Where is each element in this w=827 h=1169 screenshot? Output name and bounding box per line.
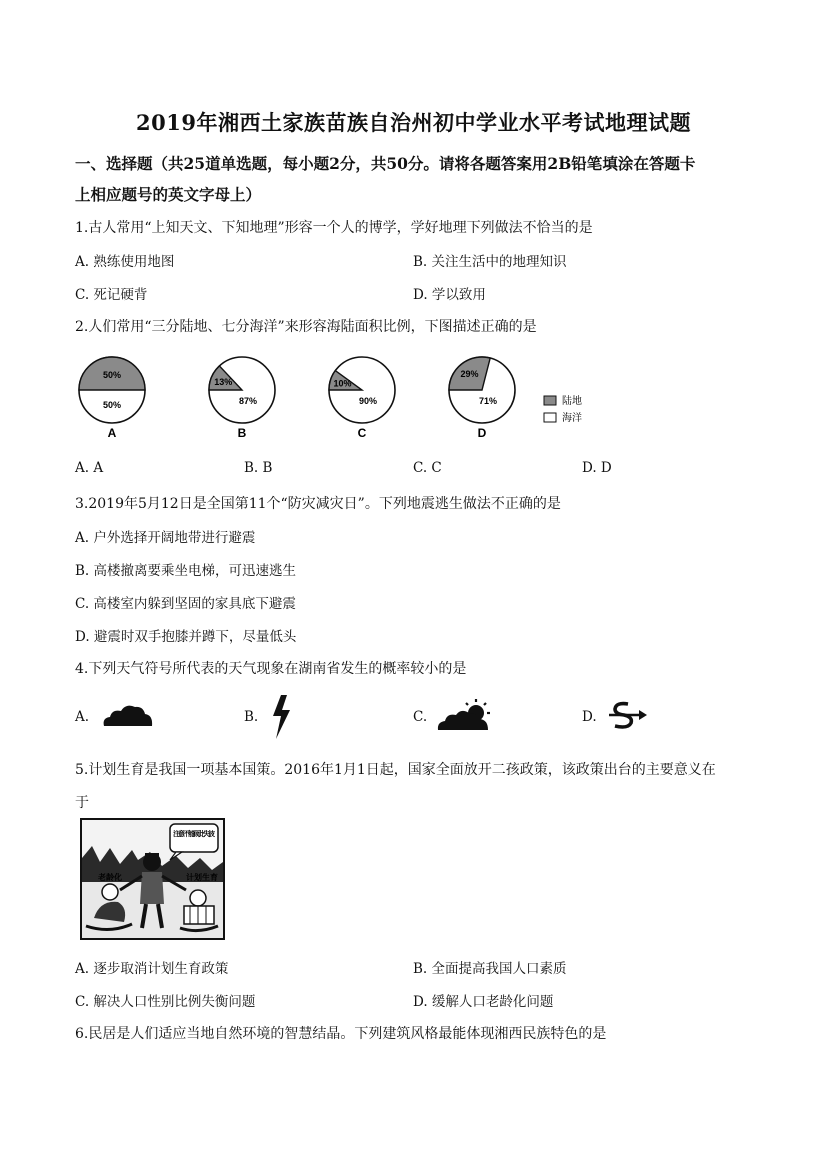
aging-family-planning-cartoon xyxy=(80,818,225,940)
pie-ocean-label: 87% xyxy=(238,396,258,406)
q5-stem-line2: 于 xyxy=(75,795,89,811)
pie-letter: D xyxy=(477,426,487,440)
q1-stem: 1.古人常用“上知天文、下知地理”形容一个人的博学，学好地理下列做法不恰当的是 xyxy=(75,220,593,236)
legend-land: 陆地 xyxy=(562,396,582,407)
q1-option-a: A. 熟练使用地图 xyxy=(75,254,175,270)
sandstorm-icon xyxy=(606,700,648,732)
pie-land-label: 13% xyxy=(214,376,233,387)
pie-b xyxy=(209,357,275,440)
pie-letter: C xyxy=(357,426,367,440)
cartoon-right-label: 计划生育 xyxy=(186,873,218,882)
section-heading-line2: 上相应题号的英文字母上） xyxy=(75,185,262,204)
q1-option-d: D. 学以致用 xyxy=(413,287,486,303)
land-ocean-pie-figure xyxy=(72,352,602,452)
pie-land-label: 10% xyxy=(333,378,352,389)
q4-option-b: B. xyxy=(244,709,259,725)
q4-stem: 4.下列天气符号所代表的天气现象在湖南省发生的概率较小的是 xyxy=(75,661,467,677)
q3-option-a: A. 户外选择开阔地带进行避震 xyxy=(75,530,256,546)
pie-letter: A xyxy=(107,426,117,440)
cartoon-bubble-text: 注意不能顾此失彼 xyxy=(173,830,215,838)
q2-stem: 2.人们常用“三分陆地、七分海洋”来形容海陆面积比例，下图描述正确的是 xyxy=(75,319,537,335)
q2-option-c: C. C xyxy=(413,460,442,476)
q3-option-b: B. 高楼撤离要乘坐电梯，可迅速逃生 xyxy=(75,563,297,579)
pie-letter: B xyxy=(237,426,247,440)
pie-c xyxy=(329,357,395,440)
q4-option-c: C. xyxy=(413,709,428,725)
q2-option-b: B. B xyxy=(244,460,273,476)
pie-ocean-label: 71% xyxy=(478,396,498,406)
q3-stem: 3.2019年5月12日是全国第11个“防灾减灾日”。下列地震逃生做法不正确的是 xyxy=(75,496,561,512)
q5-option-b: B. 全面提高我国人口素质 xyxy=(413,961,567,977)
q2-option-d: D. D xyxy=(582,460,612,476)
figure-legend xyxy=(544,394,582,424)
pie-ocean-label: 50% xyxy=(102,400,122,410)
q5-option-d: D. 缓解人口老龄化问题 xyxy=(413,994,554,1010)
page-title: 2019年湘西土家族苗族自治州初中学业水平考试地理试题 xyxy=(136,110,691,135)
overcast-cloud-icon xyxy=(100,700,156,730)
q4-option-d: D. xyxy=(582,709,597,725)
cartoon-left-label: 老龄化 xyxy=(98,873,122,882)
q4-option-a: A. xyxy=(75,709,90,725)
q5-stem-line1: 5.计划生育是我国一项基本国策。2016年1月1日起，国家全面放开二孩政策，该政策出台的主要意义在 xyxy=(75,762,716,778)
pie-ocean-label: 90% xyxy=(358,396,378,406)
q1-option-b: B. 关注生活中的地理知识 xyxy=(413,254,567,270)
q3-option-d: D. 避震时双手抱膝并蹲下，尽量低头 xyxy=(75,629,297,645)
q5-option-c: C. 解决人口性别比例失衡问题 xyxy=(75,994,256,1010)
pie-a xyxy=(79,357,145,440)
pie-land-label: 29% xyxy=(460,368,479,379)
sun-behind-cloud-icon xyxy=(436,697,496,733)
pie-land-label: 50% xyxy=(102,370,122,380)
q2-option-a: A. A xyxy=(75,460,104,476)
pie-d xyxy=(449,357,515,440)
q3-option-c: C. 高楼室内躲到坚固的家具底下避震 xyxy=(75,596,296,612)
lightning-icon xyxy=(268,694,294,740)
q6-stem: 6.民居是人们适应当地自然环境的智慧结晶。下列建筑风格最能体现湘西民族特色的是 xyxy=(75,1026,607,1042)
legend-ocean: 海洋 xyxy=(562,413,582,424)
q5-option-a: A. 逐步取消计划生育政策 xyxy=(75,961,229,977)
section-heading-line1: 一、选择题（共25道单选题，每小题2分，共50分。请将各题答案用2B铅笔填涂在答题卡 xyxy=(75,154,696,173)
q1-option-c: C. 死记硬背 xyxy=(75,287,148,303)
